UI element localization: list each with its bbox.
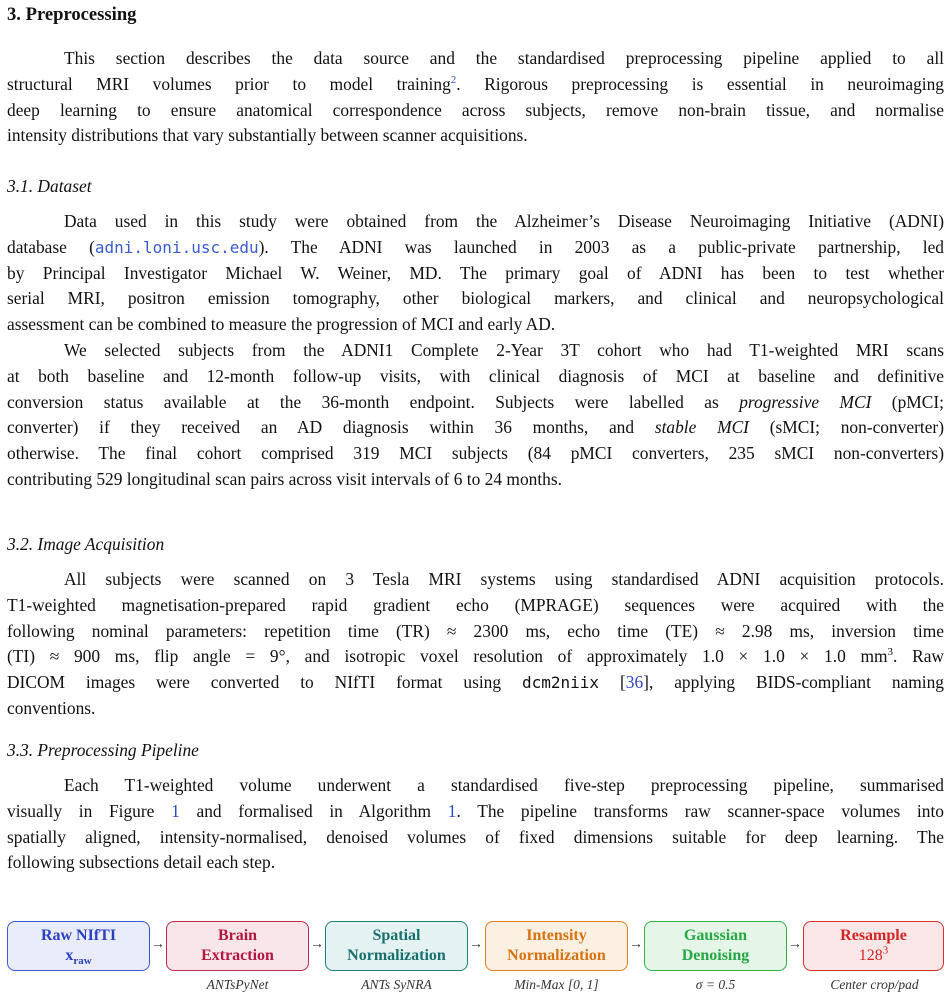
flow-caption-resample: Center crop/pad <box>830 977 919 992</box>
citation-link[interactable]: 36 <box>625 672 644 693</box>
arrow-right-icon: → <box>310 937 324 952</box>
dataset-paragraph-2 <box>7 338 944 493</box>
text-line: T1-weighted magnetisation-prepared rapid gradient echo (MPRAGE) sequences were acquired with the <box>7 594 944 615</box>
text-line: This section describes the data source and the standardised preprocessing pipeline applied to all <box>64 48 944 68</box>
flow-caption-gaussian-denoising: σ = 0.5 <box>695 977 736 992</box>
subsection-heading-dataset: 3.1. Dataset <box>7 176 92 196</box>
text-line: We selected subjects from the ADNI1 Complete 2-Year 3T cohort who had T1-weighted MRI scans <box>64 340 944 360</box>
text-line: DICOM images were converted to NIfTI format using dcm2niix [36], applying BIDS-compliant naming <box>7 672 945 693</box>
text-line: structural MRI volumes prior to model training$^2$. Rigorous preprocessing is essential in neuroimaging <box>7 73 945 94</box>
flow-caption-spatial-normalization: ANTs SyNRA <box>361 977 432 992</box>
flow-box-brain-extraction: Brain Extraction <box>166 921 309 971</box>
flow-box-resample: Resample $128^3$ <box>803 921 944 971</box>
subsection-heading-pipeline: 3.3. Preprocessing Pipeline <box>7 740 199 760</box>
tool-name: dcm2niix <box>522 673 600 693</box>
flow-caption-brain-extraction: ANTsPyNet <box>206 977 269 992</box>
text-line: Each T1-weighted volume underwent a standardised five-step preprocessing pipeline, summarised <box>64 775 944 795</box>
text-line: spatially aligned, intensity-normalised, denoised volumes of fixed dimensions suitable for deep learning. The <box>7 826 944 847</box>
text-line: All subjects were scanned on 3 Tesla MRI systems using standardised ADNI acquisition protocols. <box>64 569 944 589</box>
flow-box-spatial-normalization: Spatial Normalization <box>325 921 468 971</box>
text-line: converter) if they received an AD diagnosis within 36 months, and stable MCI (sMCI; non-converter) <box>7 417 945 438</box>
algorithm-ref-link[interactable]: 1 <box>447 800 457 821</box>
intro-paragraph <box>7 46 944 149</box>
footnote-mark[interactable]: 2 <box>450 74 457 86</box>
figure-ref-link[interactable]: 1 <box>171 800 180 821</box>
text-line: database (adni.loni.usc.edu). The ADNI was launched in 2003 as a public-private partnership, led <box>7 236 944 257</box>
text-line: contributing 529 longitudinal scan pairs across visit intervals of 6 to 24 months. <box>7 468 562 489</box>
arrow-right-icon: → <box>788 937 802 952</box>
text-line: assessment can be combined to measure the progression of MCI and early AD. <box>7 314 556 335</box>
arrow-right-icon: → <box>469 937 483 952</box>
text-line: serial MRI, positron emission tomography, other biological markers, and clinical and neuropsychological <box>7 288 944 309</box>
text-line: following subsections detail each step. <box>7 852 276 873</box>
adni-link[interactable]: adni.loni.usc.edu <box>94 237 259 257</box>
text-line: intensity distributions that vary substantially between scanner acquisitions. <box>7 125 528 146</box>
pipeline-paragraph <box>7 773 944 876</box>
flow-box-gaussian-denoising: Gaussian Denoising <box>644 921 787 971</box>
acquisition-paragraph <box>7 567 944 722</box>
text-line: Data used in this study were obtained from the Alzheimer’s Disease Neuroimaging Initiative (ADNI) <box>64 211 944 231</box>
text-line: following nominal parameters: repetition time (TR) ≈ 2300 ms, echo time (TE) ≈ 2.98 ms, inversion time <box>7 620 944 641</box>
text-line: at both baseline and 12-month follow-up visits, with clinical diagnosis of MCI at baseline and definitive <box>7 365 944 386</box>
subsection-heading-acquisition: 3.2. Image Acquisition <box>7 534 165 554</box>
arrow-right-icon: → <box>629 937 643 952</box>
text-line: conventions. <box>7 697 96 718</box>
flow-box-raw-nifti: Raw NIfTI $x_{raw}$ <box>7 921 150 971</box>
text-line: otherwise. The final cohort comprised 319 MCI subjects (84 pMCI converters, 235 sMCI non-converters) <box>7 443 944 464</box>
text-line: (TI) ≈ 900 ms, flip angle = 9°, and isotropic voxel resolution of approximately 1.0 × 1.0 × 1.0 $mm^3$. Raw <box>7 646 944 667</box>
flow-box-intensity-normalization: Intensity Normalization <box>485 921 628 971</box>
pipeline-flow-diagram <box>7 921 944 999</box>
text-line: visually in Figure 1 and formalised in Algorithm 1. The pipeline transforms raw scanner-space volumes into <box>7 800 944 821</box>
arrow-right-icon: → <box>151 937 165 952</box>
flow-caption-intensity-normalization: Min-Max [0, 1] <box>514 977 599 992</box>
text-line: deep learning to ensure anatomical correspondence across subjects, remove non-brain tissue, and normalise <box>7 99 944 120</box>
text-line: by Principal Investigator Michael W. Weiner, MD. The primary goal of ADNI has been to test whether <box>7 262 944 283</box>
dataset-paragraph-1 <box>7 209 944 338</box>
text-line: conversion status available at the 36-month endpoint. Subjects were labelled as progressive MCI (pMCI; <box>7 391 944 412</box>
section-title: 3. Preprocessing <box>7 4 137 25</box>
